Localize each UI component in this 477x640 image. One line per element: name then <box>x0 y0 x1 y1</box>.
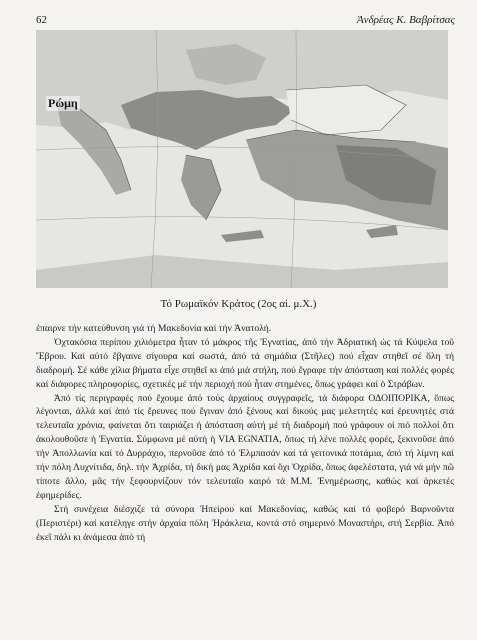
map-caption: Τό Ρωμαϊκόν Κράτος (2ος αἰ. μ.Χ.) <box>160 298 317 310</box>
roman-empire-map <box>36 30 448 288</box>
body-text <box>36 322 454 545</box>
paragraph: Ἀπό τίς περιγραφές πού ἔχουμε ἀπό τούς ἀρχαίους συγγραφεῖς, τά διάφορα ΟΔΟΙΠΟΡΙΚΑ, ὅπως λέγονται, ἀλλά καί ἀπό τίς ἔρευνες πού ἔγιναν ἀπό ξένους καί δικούς μας μελετητές καί ἐρευνητές στά τελευταῖα χρόνια, φαίνεται ὅτι ταιριάζει ἡ ἀπόσταση αὐτή μέ τή διαδρομή πού γράφουν οἱ πιό πολλοί ὅτι ἀκολουθοῦσε ἡ Ἐγνατία. Σύμφωνα μέ αὐτή ἡ VIA EGNATIA, ὅπως τή λένε πολλές φορές, ξεκινοῦσε ἀπό τήν Ἀπολλωνία καί τό Δυρράχιο, περνοῦσε ἀπό τό Ἐλμπασάν καί τά γειτονικά ποτάμια, ἀπό τή λίμνη καί τήν πόλη Λυχνίτιδα, δηλ. τήν Ἀχρίδα, τή δική μας Ἀχρίδα καί ὄχι Ὀχρίδα, ὅπως ἀφελέστατα, γιά νά μήν πῶ τίποτε ἄλλο, μᾶς τήν ξεφουρνίζουν τόν τελευταῖο καιρό τά Μ.Μ. Ἐνημέρωσης, καθώς καί ἀρκετές ἐφημερίδες. <box>36 392 454 501</box>
paragraph: Ὀχτακόσια περίπου χιλιόμετρα ἦταν τό μάκρος τῆς Ἐγνατίας, ἀπό τήν Ἀδριατική ὡς τά Κύψελα τοῦ Ἕβρου. Καί αὐτό ἔβγαινε σίγουρα καί σωστά, ἀπό τά σημάδια (Στῆλες) πού εἶχαν στηθεῖ σέ ὅλη τή διαδρομή. Σέ κάθε χίλια βήματα εἶχε στηθεῖ κι ἀπό μιά στήλη, πού ἔγραφε τήν ἀπόσταση καί πολλές φορές καί διάφορες πληροφορίες, σχετικές μέ τήν περιοχή πού ἦταν στημένες, ὅπως γράφει καί ὁ Στράβων. <box>36 336 454 390</box>
map-label-rome: Ρώμη <box>48 96 78 110</box>
map-illustration <box>36 30 448 288</box>
running-head-author: Ἀνδρέας Κ. Βαβρίτσας <box>356 14 455 26</box>
paragraph: Στή συνέχεια διέσχιζε τά σύνορα Ἠπείρου καί Μακεδονίας, καθώς καί τό φοβερό Βαρνοῦντα (Περιστέρι) καί κατέληγε στήν ἀρχαία πόλη Ἡράκλεια, κοντά στό σημερινό Μοναστήρι, στή Σερβία. Ἀπό ἐκεῖ πάλι κι ἀνάμεσα ἀπό τή <box>36 503 454 543</box>
paragraph: ἐπαιρνε τήν κατεύθυνση γιά τή Μακεδονία καί τήν Ἀνατολή. <box>36 323 272 334</box>
page-number: 62 <box>36 14 47 26</box>
